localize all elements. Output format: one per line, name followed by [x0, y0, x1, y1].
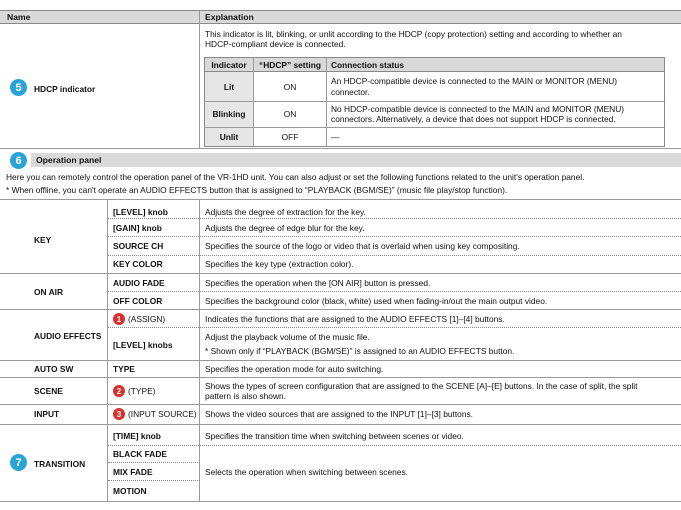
item-mix-fade: MIX FADE — [113, 467, 153, 477]
item-off-color: OFF COLOR — [113, 296, 163, 306]
setting-unlit: OFF — [281, 132, 299, 142]
item-gain-knob: [GAIN] knob — [113, 223, 162, 233]
status-lit-line2: connector. — [331, 87, 370, 97]
header-name: Name — [7, 12, 31, 22]
item-motion: MOTION — [113, 486, 147, 496]
status-blinking-line2: connectors. Alternatively, a device that does not support HDCP is connected. — [331, 114, 616, 124]
item-assign: (ASSIGN) — [128, 314, 166, 324]
item-scene-type: (TYPE) — [128, 386, 156, 396]
indicator-unlit: Unlit — [219, 132, 239, 142]
group-input: INPUT — [34, 409, 60, 419]
desc-fade: Selects the operation when switching between scenes. — [205, 467, 408, 477]
group-key: KEY — [34, 235, 52, 245]
hdcp-desc-line1: This indicator is lit, blinking, or unlit according to the HDCP (copy protection) setting and according to whether an — [205, 29, 622, 39]
col-connection-status: Connection status — [331, 60, 405, 70]
desc-time-knob: Specifies the transition time when switching between scenes or video. — [205, 431, 464, 441]
operation-panel-header — [31, 153, 681, 167]
desc-source-ch: Specifies the source of the logo or video that is overlaid when using key compositing. — [205, 241, 520, 251]
badge-2: 2 — [113, 385, 125, 397]
item-level-knob: [LEVEL] knob — [113, 207, 168, 217]
item-input-source: (INPUT SOURCE) — [128, 409, 197, 419]
hdcp-desc-line2: HDCP-compliant device is connected. — [205, 39, 346, 49]
operation-panel-title: Operation panel — [36, 155, 102, 165]
desc-level-knob: Adjusts the degree of extraction for the key. — [205, 207, 366, 217]
item-level-knobs: [LEVEL] knobs — [113, 340, 173, 350]
desc-level-knobs-line1: Adjust the playback volume of the music file. — [205, 332, 370, 342]
desc-gain-knob: Adjusts the degree of edge blur for the key. — [205, 223, 365, 233]
operation-panel-intro: Here you can remotely control the operation panel of the VR-1HD unit. You can also adjust or set the following functions related to the unit's operation panel. — [6, 172, 585, 182]
setting-blinking: ON — [283, 109, 297, 119]
group-audio-effects: AUDIO EFFECTS — [34, 331, 102, 341]
badge-6: 6 — [10, 152, 27, 169]
status-unlit: — — [331, 132, 340, 142]
status-blinking-line1: No HDCP-compatible device is connected to the MAIN and MONITOR (MENU) — [331, 104, 625, 114]
item-time-knob: [TIME] knob — [113, 431, 161, 441]
desc-scene-type-line1: Shows the types of screen configuration that are assigned to the SCENE [A]–[E] buttons. In the case of split, the split — [205, 381, 638, 391]
badge-1: 1 — [113, 313, 125, 325]
transition-name: TRANSITION — [34, 459, 86, 469]
desc-assign: Indicates the functions that are assigned to the AUDIO EFFECTS [1]–[4] buttons. — [205, 314, 505, 324]
indicator-lit: Lit — [223, 82, 235, 92]
item-audio-fade: AUDIO FADE — [113, 278, 165, 288]
indicator-blinking: Blinking — [212, 109, 246, 119]
group-on-air: ON AIR — [34, 287, 64, 297]
desc-key-color: Specifies the key type (extraction color). — [205, 259, 354, 269]
setting-lit: ON — [283, 82, 297, 92]
header-explanation: Explanation — [205, 12, 254, 22]
group-scene: SCENE — [34, 386, 63, 396]
item-source-ch: SOURCE CH — [113, 241, 164, 251]
desc-scene-type-line2: pattern is also shown. — [205, 391, 287, 401]
group-auto-sw: AUTO SW — [34, 364, 74, 374]
col-hdcp-setting: “HDCP” setting — [259, 60, 321, 70]
table-header — [0, 10, 681, 24]
col-indicator: Indicator — [211, 60, 247, 70]
badge-7: 7 — [10, 454, 27, 471]
operation-panel-note: * When offline, you can't operate an AUDIO EFFECTS button that is assigned to “PLAYBACK (BGM/SE)” (music file play/stop function). — [6, 185, 508, 195]
item-type: TYPE — [113, 364, 135, 374]
badge-3: 3 — [113, 408, 125, 420]
desc-type: Specifies the operation mode for auto switching. — [205, 364, 384, 374]
desc-off-color: Specifies the background color (black, white) used when fading-in/out the main output video. — [205, 296, 548, 306]
desc-input-source: Shows the video sources that are assigned to the INPUT [1]–[3] buttons. — [205, 409, 473, 419]
status-lit-line1: An HDCP-compatible device is connected to the MAIN or MONITOR (MENU) — [331, 76, 618, 86]
item-black-fade: BLACK FADE — [113, 449, 167, 459]
item-key-color: KEY COLOR — [113, 259, 163, 269]
hdcp-indicator-name: HDCP indicator — [34, 84, 96, 94]
desc-level-knobs-line2: * Shown only if “PLAYBACK (BGM/SE)” is assigned to an AUDIO EFFECTS button. — [205, 346, 515, 356]
badge-5: 5 — [10, 79, 27, 96]
desc-audio-fade: Specifies the operation when the [ON AIR] button is pressed. — [205, 278, 431, 288]
